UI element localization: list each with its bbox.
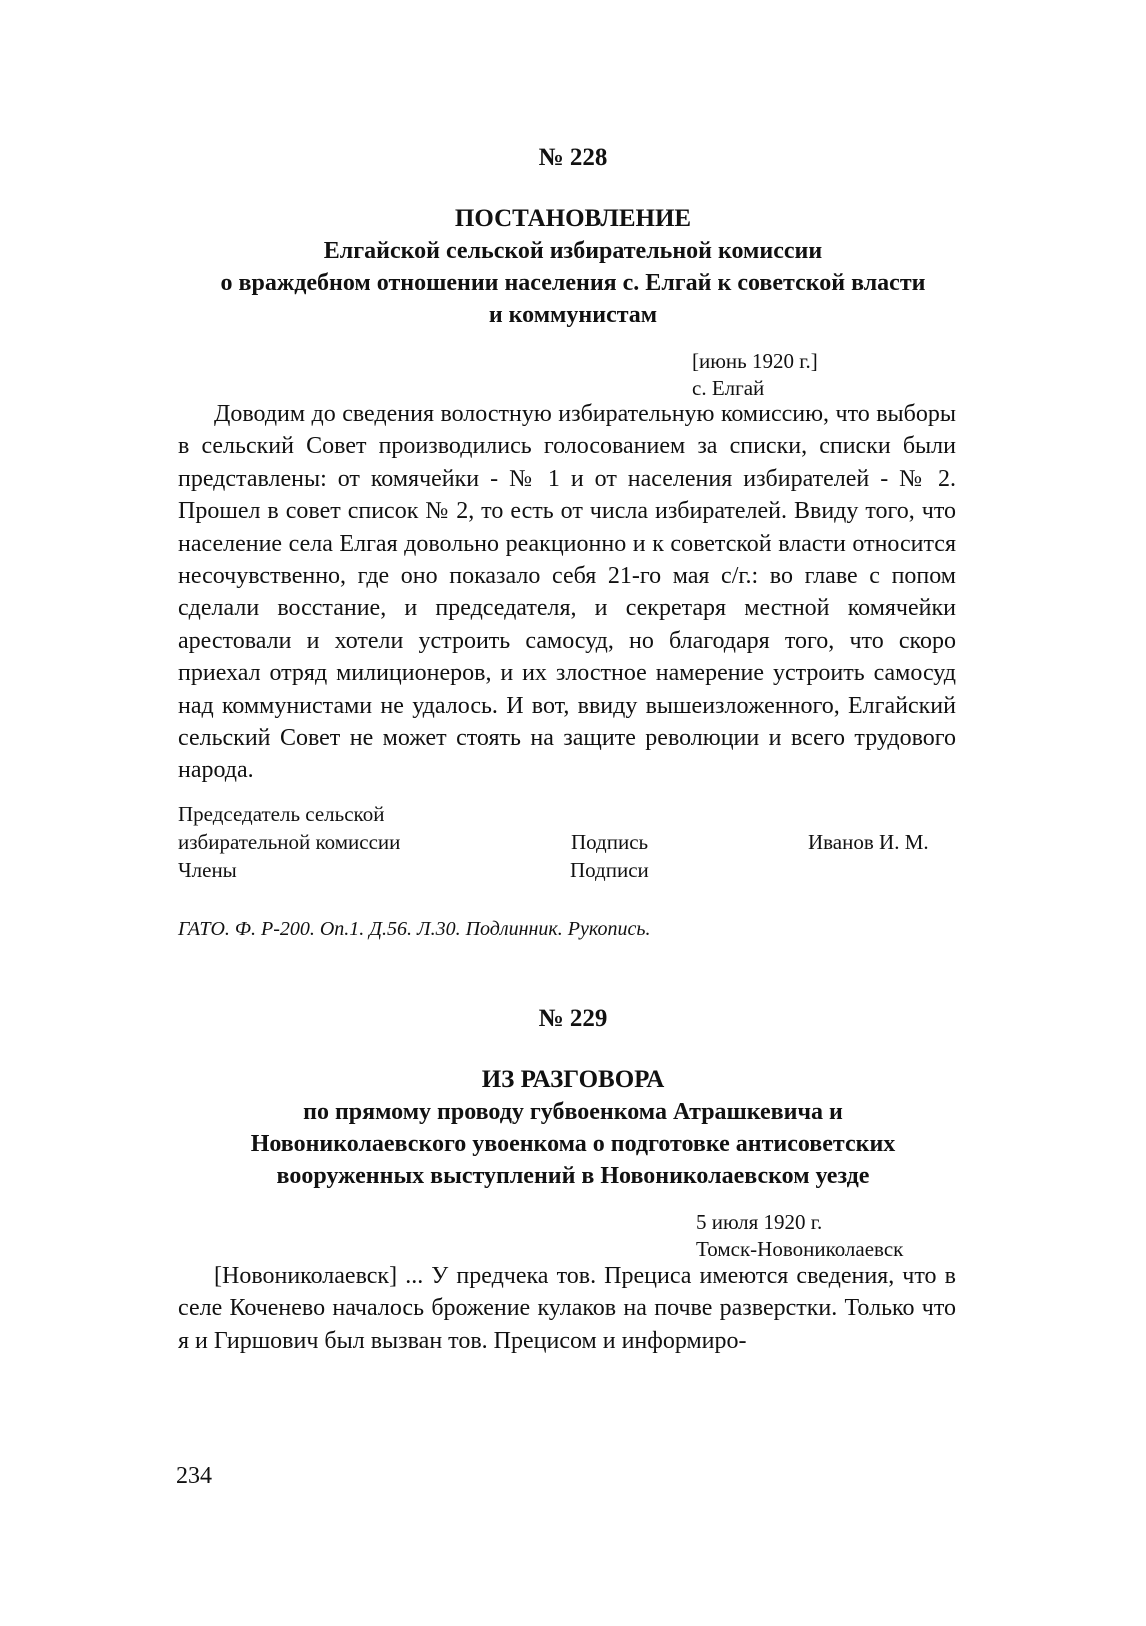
chair-name: Иванов И. М. — [808, 830, 929, 854]
chair-title-line2: избирательной комиссии — [178, 830, 401, 854]
doc-228-title: ПОСТАНОВЛЕНИЕ — [454, 205, 692, 232]
doc-228-subtitle-line: Елгайской сельской избирательной комиссии — [323, 238, 823, 264]
doc-228-number: № 228 — [538, 144, 608, 171]
doc-228-body — [178, 398, 956, 787]
doc-228-date-place — [692, 348, 818, 402]
doc-229-place: Томск-Новониколаевск — [696, 1237, 904, 1261]
doc-229-subtitle-line: вооруженных выступлений в Новониколаевском уезде — [276, 1163, 870, 1189]
doc-228-date: [июнь 1920 г.] — [692, 349, 818, 373]
doc-229-paragraph: [Новониколаевск] ... У предчека тов. Прециса имеются сведения, что в селе Коченево началось брожение кулаков на почве разверстки. Только что я и Гиршович был вызван тов. Прецисом и информиро- — [178, 1263, 956, 1354]
doc-228-heading — [150, 203, 996, 331]
doc-228-subtitle-line: и коммунистам — [488, 302, 658, 328]
doc-229-date: 5 июля 1920 г. — [696, 1210, 823, 1234]
doc-229-subtitle-line: Новониколаевского увоенкома о подготовке антисоветских — [250, 1131, 896, 1157]
doc-229-date-place — [696, 1209, 903, 1263]
doc-228-archive-reference: ГАТО. Ф. Р-200. Оп.1. Д.56. Л.30. Подлинник. Рукопись. — [178, 918, 651, 940]
doc-228-paragraph: Доводим до сведения волостную избирательную комиссию, что выборы в сельский Совет производились голосованием за списки, списки были представлены: от комячейки - № 1 и от населения избирателей - № 2. Прошел в совет список № 2, то есть от числа избирателей. Ввиду того, что население села Елгая довольно реакционно и к советской власти относится несочувственно, где оно показало себя 21-го мая с/г.: во главе с попом сделали восстание, и председателя, и секретаря местной комячейки арестовали и хотели устроить самосуд, но благодаря того, что скоро приехал отряд милиционеров, и их злостное намерение устроить самосуд над коммунистами не удалось. И вот, ввиду вышеизложенного, Елгайский сельский Совет не может стоять на защите революции и всего трудового народа. — [178, 401, 956, 784]
doc-229-title: ИЗ РАЗГОВОРА — [481, 1066, 665, 1093]
doc-229-heading — [150, 1064, 996, 1192]
doc-228-place: с. Елгай — [692, 376, 765, 400]
chair-signature: Подпись — [571, 830, 649, 854]
doc-228-subtitle-line: о враждебном отношении населения с. Елгай к советской власти — [220, 270, 926, 296]
members-label: Члены — [178, 858, 237, 882]
chair-title-line1: Председатель сельской — [178, 802, 385, 826]
doc-229-number: № 229 — [538, 1005, 608, 1032]
doc-229-body — [178, 1260, 956, 1357]
page-number: 234 — [176, 1463, 212, 1489]
members-signatures: Подписи — [570, 858, 649, 882]
doc-229-subtitle-line: по прямому проводу губвоенкома Атрашкевича и — [303, 1099, 843, 1125]
